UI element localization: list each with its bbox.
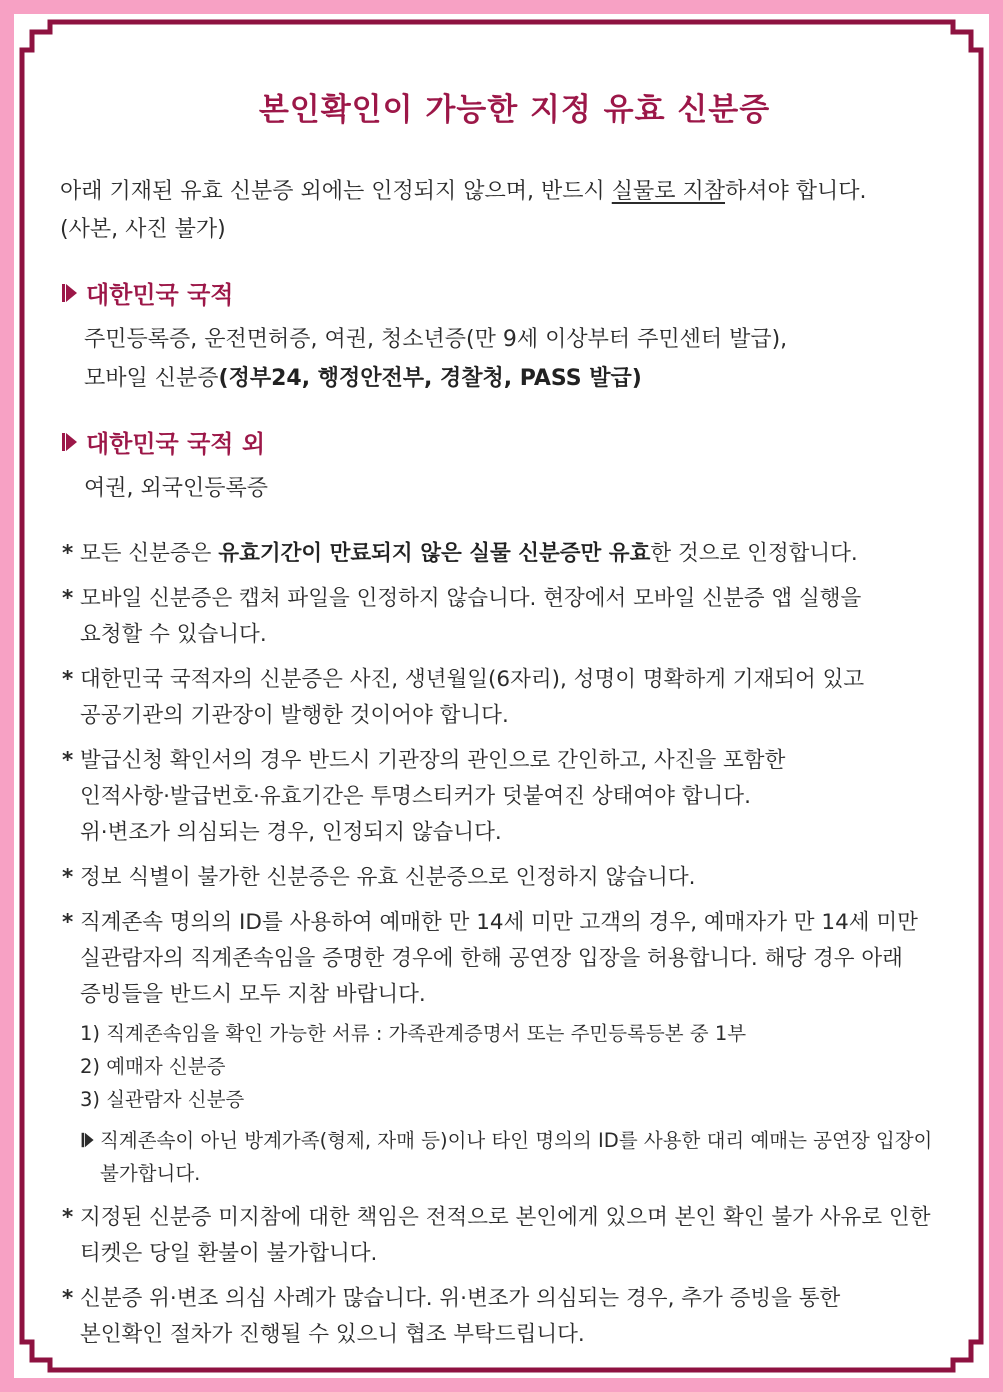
section-line: 여권, 외국인등록증	[84, 476, 269, 501]
note-text: 직계존속이 아닌 방계가족(형제, 자매 등)이나 타인 명의의 ID를 사용한 대리 예매는 공연장 입장이	[100, 1129, 933, 1152]
note-text: 인적사항·발급번호·유효기간은 투명스티커가 덧붙여진 상태여야 합니다.	[80, 784, 751, 809]
note-text: 위·변조가 의심되는 경우, 인정되지 않습니다.	[80, 820, 502, 845]
note-text: 공공기관의 기관장이 발행한 것이어야 합니다.	[80, 703, 509, 728]
note-bold: 유효기간이 만료되지 않은 실물 신분증만 유효	[218, 541, 651, 566]
section-line: 주민등록증, 운전면허증, 여권, 청소년증(만 9세 이상부터 주민센터 발급),	[84, 327, 788, 352]
arrow-icon	[62, 431, 78, 453]
section-line-prefix: 모바일 신분증	[84, 366, 219, 391]
note-item	[62, 1281, 967, 1353]
notes-list	[62, 536, 967, 1353]
list-item: 3) 실관람자 신분증	[80, 1088, 245, 1111]
notice-card	[14, 14, 989, 1378]
section-body-korean	[84, 320, 967, 398]
list-item: 1) 직계존속임을 확인 가능한 서류 : 가족관계증명서 또는 주민등록등본 중 1부	[80, 1022, 747, 1045]
document-list	[80, 1017, 967, 1116]
content	[62, 72, 967, 1362]
note-item	[62, 662, 967, 734]
note-text: 지정된 신분증 미지참에 대한 책임은 전적으로 본인에게 있으며 본인 확인 불가 사유로 인한	[80, 1205, 931, 1230]
note-text: 한 것으로 인정합니다.	[650, 541, 858, 566]
asterisk-icon: *	[62, 748, 74, 773]
intro-underlined: 실물로 지참	[611, 179, 726, 204]
note-item	[62, 536, 967, 572]
asterisk-icon: *	[62, 586, 74, 611]
note-item	[62, 581, 967, 653]
intro-line2: (사본, 사진 불가)	[60, 217, 226, 242]
note-text: 직계존속 명의의 ID를 사용하여 예매한 만 14세 미만 고객의 경우, 예매자가 만 14세 미만	[80, 910, 918, 935]
arrow-icon	[82, 1131, 95, 1149]
section-heading-label: 대한민국 국적 외	[86, 430, 265, 458]
asterisk-icon: *	[62, 865, 74, 890]
note-text: 모든 신분증은	[80, 541, 219, 566]
note-text: 발급신청 확인서의 경우 반드시 기관장의 관인으로 간인하고, 사진을 포함한	[80, 748, 786, 773]
note-item	[62, 860, 967, 896]
sub-note	[80, 1124, 967, 1190]
note-item	[62, 1200, 967, 1272]
intro-text	[60, 173, 967, 249]
section-line-bold: (정부24, 행정안전부, 경찰청, PASS 발급)	[218, 366, 642, 391]
section-heading-korean	[62, 275, 967, 310]
note-text: 실관람자의 직계존속임을 증명한 경우에 한해 공연장 입장을 허용합니다. 해당 경우 아래	[80, 946, 903, 971]
note-text: 요청할 수 있습니다.	[80, 622, 267, 647]
note-text: 신분증 위·변조 의심 사례가 많습니다. 위·변조가 의심되는 경우, 추가 증빙을 통한	[80, 1286, 841, 1311]
note-text: 티켓은 당일 환불이 불가합니다.	[80, 1241, 378, 1266]
note-text: 대한민국 국적자의 신분증은 사진, 생년월일(6자리), 성명이 명확하게 기재되어 있고	[80, 667, 865, 692]
note-text: 정보 식별이 불가한 신분증은 유효 신분증으로 인정하지 않습니다.	[80, 865, 696, 890]
note-item	[62, 743, 967, 851]
section-heading-label: 대한민국 국적	[86, 281, 234, 309]
page-title: 본인확인이 가능한 지정 유효 신분증	[258, 92, 771, 128]
note-text: 모바일 신분증은 캡처 파일을 인정하지 않습니다. 현장에서 모바일 신분증 앱 실행을	[80, 586, 862, 611]
asterisk-icon: *	[62, 541, 74, 566]
asterisk-icon: *	[62, 1286, 74, 1311]
asterisk-icon: *	[62, 910, 74, 935]
intro-after: 하셔야 합니다.	[725, 179, 867, 204]
section-body-foreign	[84, 469, 967, 508]
note-text: 본인확인 절차가 진행될 수 있으니 협조 부탁드립니다.	[80, 1322, 585, 1347]
note-text: 불가합니다.	[100, 1162, 201, 1185]
intro-before: 아래 기재된 유효 신분증 외에는 인정되지 않으며, 반드시	[60, 179, 612, 204]
arrow-icon	[62, 282, 78, 304]
section-heading-foreign	[62, 424, 967, 459]
asterisk-icon: *	[62, 667, 74, 692]
list-item: 2) 예매자 신분증	[80, 1055, 226, 1078]
asterisk-icon: *	[62, 1205, 74, 1230]
note-text: 증빙들을 반드시 모두 지참 바랍니다.	[80, 982, 426, 1007]
note-item	[62, 905, 967, 1013]
